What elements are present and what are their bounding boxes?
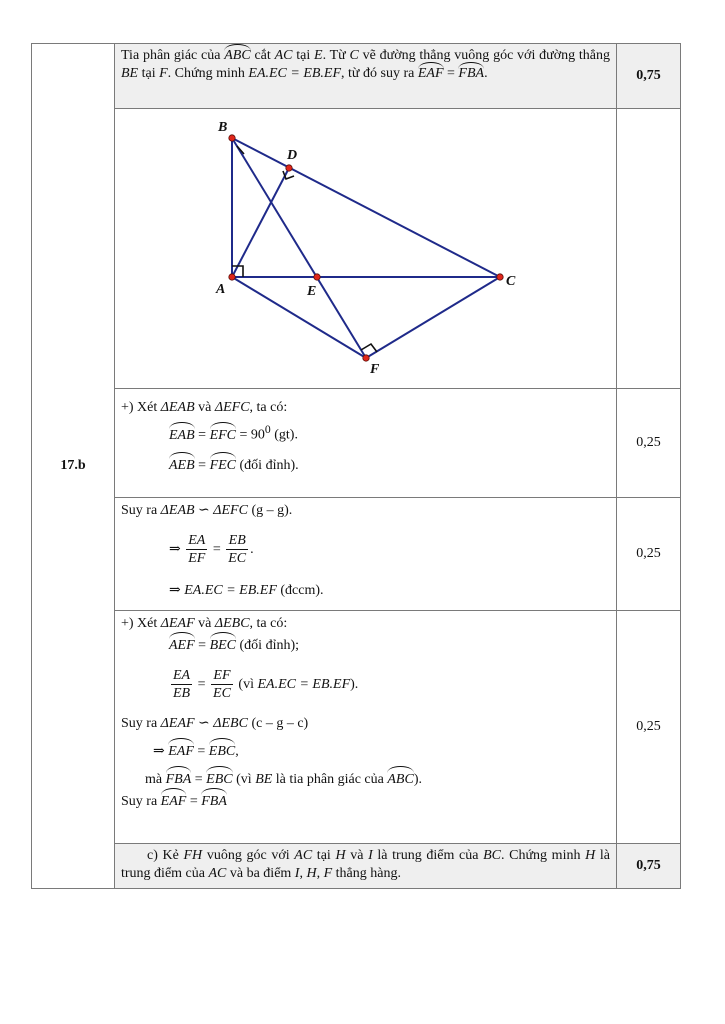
segment-bf [232, 138, 366, 358]
label-e: E [307, 284, 317, 299]
label-f: F [370, 362, 380, 377]
fraction-ea-ef: $\frac{EA}{EF}$ [188, 533, 206, 567]
step2-row [32, 498, 681, 611]
problem-cell [115, 44, 617, 109]
step3-line6: mà FBA = EBC (vì BE là tia phân giác của ABC). [121, 769, 610, 791]
problem-row [32, 44, 681, 109]
step2-line3: ⇒ EA.EC = EB.EF (đccm). [169, 583, 324, 598]
segment-bc [232, 138, 500, 277]
problem-text: Tia phân giác của ABC cắt AC tại E. Từ C vẽ đường thẳng vuông góc với đường thẳng BE tại F. Chứng minh EA.EC = EB.EF, từ đó suy ra EAF = FBA. [121, 48, 611, 81]
right-angle-f [361, 344, 377, 352]
figure-row [32, 109, 681, 389]
label-b: B [218, 120, 228, 135]
step3-line1: +) Xét ΔEAF và ΔEBC, ta có: [121, 616, 288, 631]
part-c-text: c) Kẻ FH vuông góc với AC tại H và I là trung điểm của BC. Chứng minh H là trung điểm của AC và ba điểm I, H, F thẳng hàng. [121, 848, 610, 881]
step1-line3: AEB = FEC (đối đỉnh). [121, 455, 610, 477]
step1-cell [115, 389, 617, 498]
figure-cell [115, 109, 617, 389]
point-d [286, 165, 292, 171]
part-c-cell [115, 844, 617, 889]
point-a [229, 274, 235, 280]
task-label-cell [32, 44, 115, 889]
step3-line4: Suy ra ΔEAF ∽ ΔEBC (c – g – c) [121, 716, 309, 731]
step3-row [32, 611, 681, 844]
point-e [314, 274, 320, 280]
step1-score: 0,25 [617, 389, 681, 498]
step2-line1: Suy ra ΔEAB ∽ ΔEFC (g – g). [121, 503, 293, 518]
step1-line1: +) Xét ΔEAB và ΔEFC, ta có: [121, 400, 288, 415]
label-d: D [287, 148, 298, 163]
part-c-row [32, 844, 681, 889]
figure-score-cell [617, 109, 681, 389]
part-c-score: 0,75 [617, 844, 681, 889]
segment-af [232, 277, 366, 358]
task-label: 17.b [60, 458, 86, 473]
step3-line3: $\frac{EA}{EB}$ = $\frac{EF}{EC}$ (vì EA.EC = EB.EF). [173, 668, 359, 702]
fraction-ef-ec: $\frac{EF}{EC}$ [213, 668, 231, 702]
point-c [497, 274, 503, 280]
score-total: 0,75 [617, 44, 681, 109]
label-c: C [506, 274, 516, 289]
point-f [363, 355, 369, 361]
step3-line7: Suy ra EAF = FBA [121, 791, 610, 813]
step2-score: 0,25 [617, 498, 681, 611]
geometry-figure [115, 109, 618, 383]
solution-table [31, 43, 681, 889]
step3-score: 0,25 [617, 611, 681, 844]
fraction-ea-eb: $\frac{EA}{EB}$ [173, 668, 191, 702]
step1-row [32, 389, 681, 498]
step3-cell [115, 611, 617, 844]
segment-cf [366, 277, 500, 358]
fraction-eb-ec: $\frac{EB}{EC}$ [228, 533, 247, 567]
step1-line2: EAB = EFC = $90^0$ (gt). [121, 419, 610, 441]
step2-cell [115, 498, 617, 611]
point-b [229, 135, 235, 141]
step2-line2: ⇒ $\frac{EA}{EF}$ = $\frac{EB}{EC}$ . [169, 533, 254, 567]
step3-line2: AEF = BEC (đối đỉnh); [121, 635, 610, 657]
label-a: A [216, 282, 226, 297]
step3-line5: ⇒ EAF = EBC, [121, 741, 610, 763]
